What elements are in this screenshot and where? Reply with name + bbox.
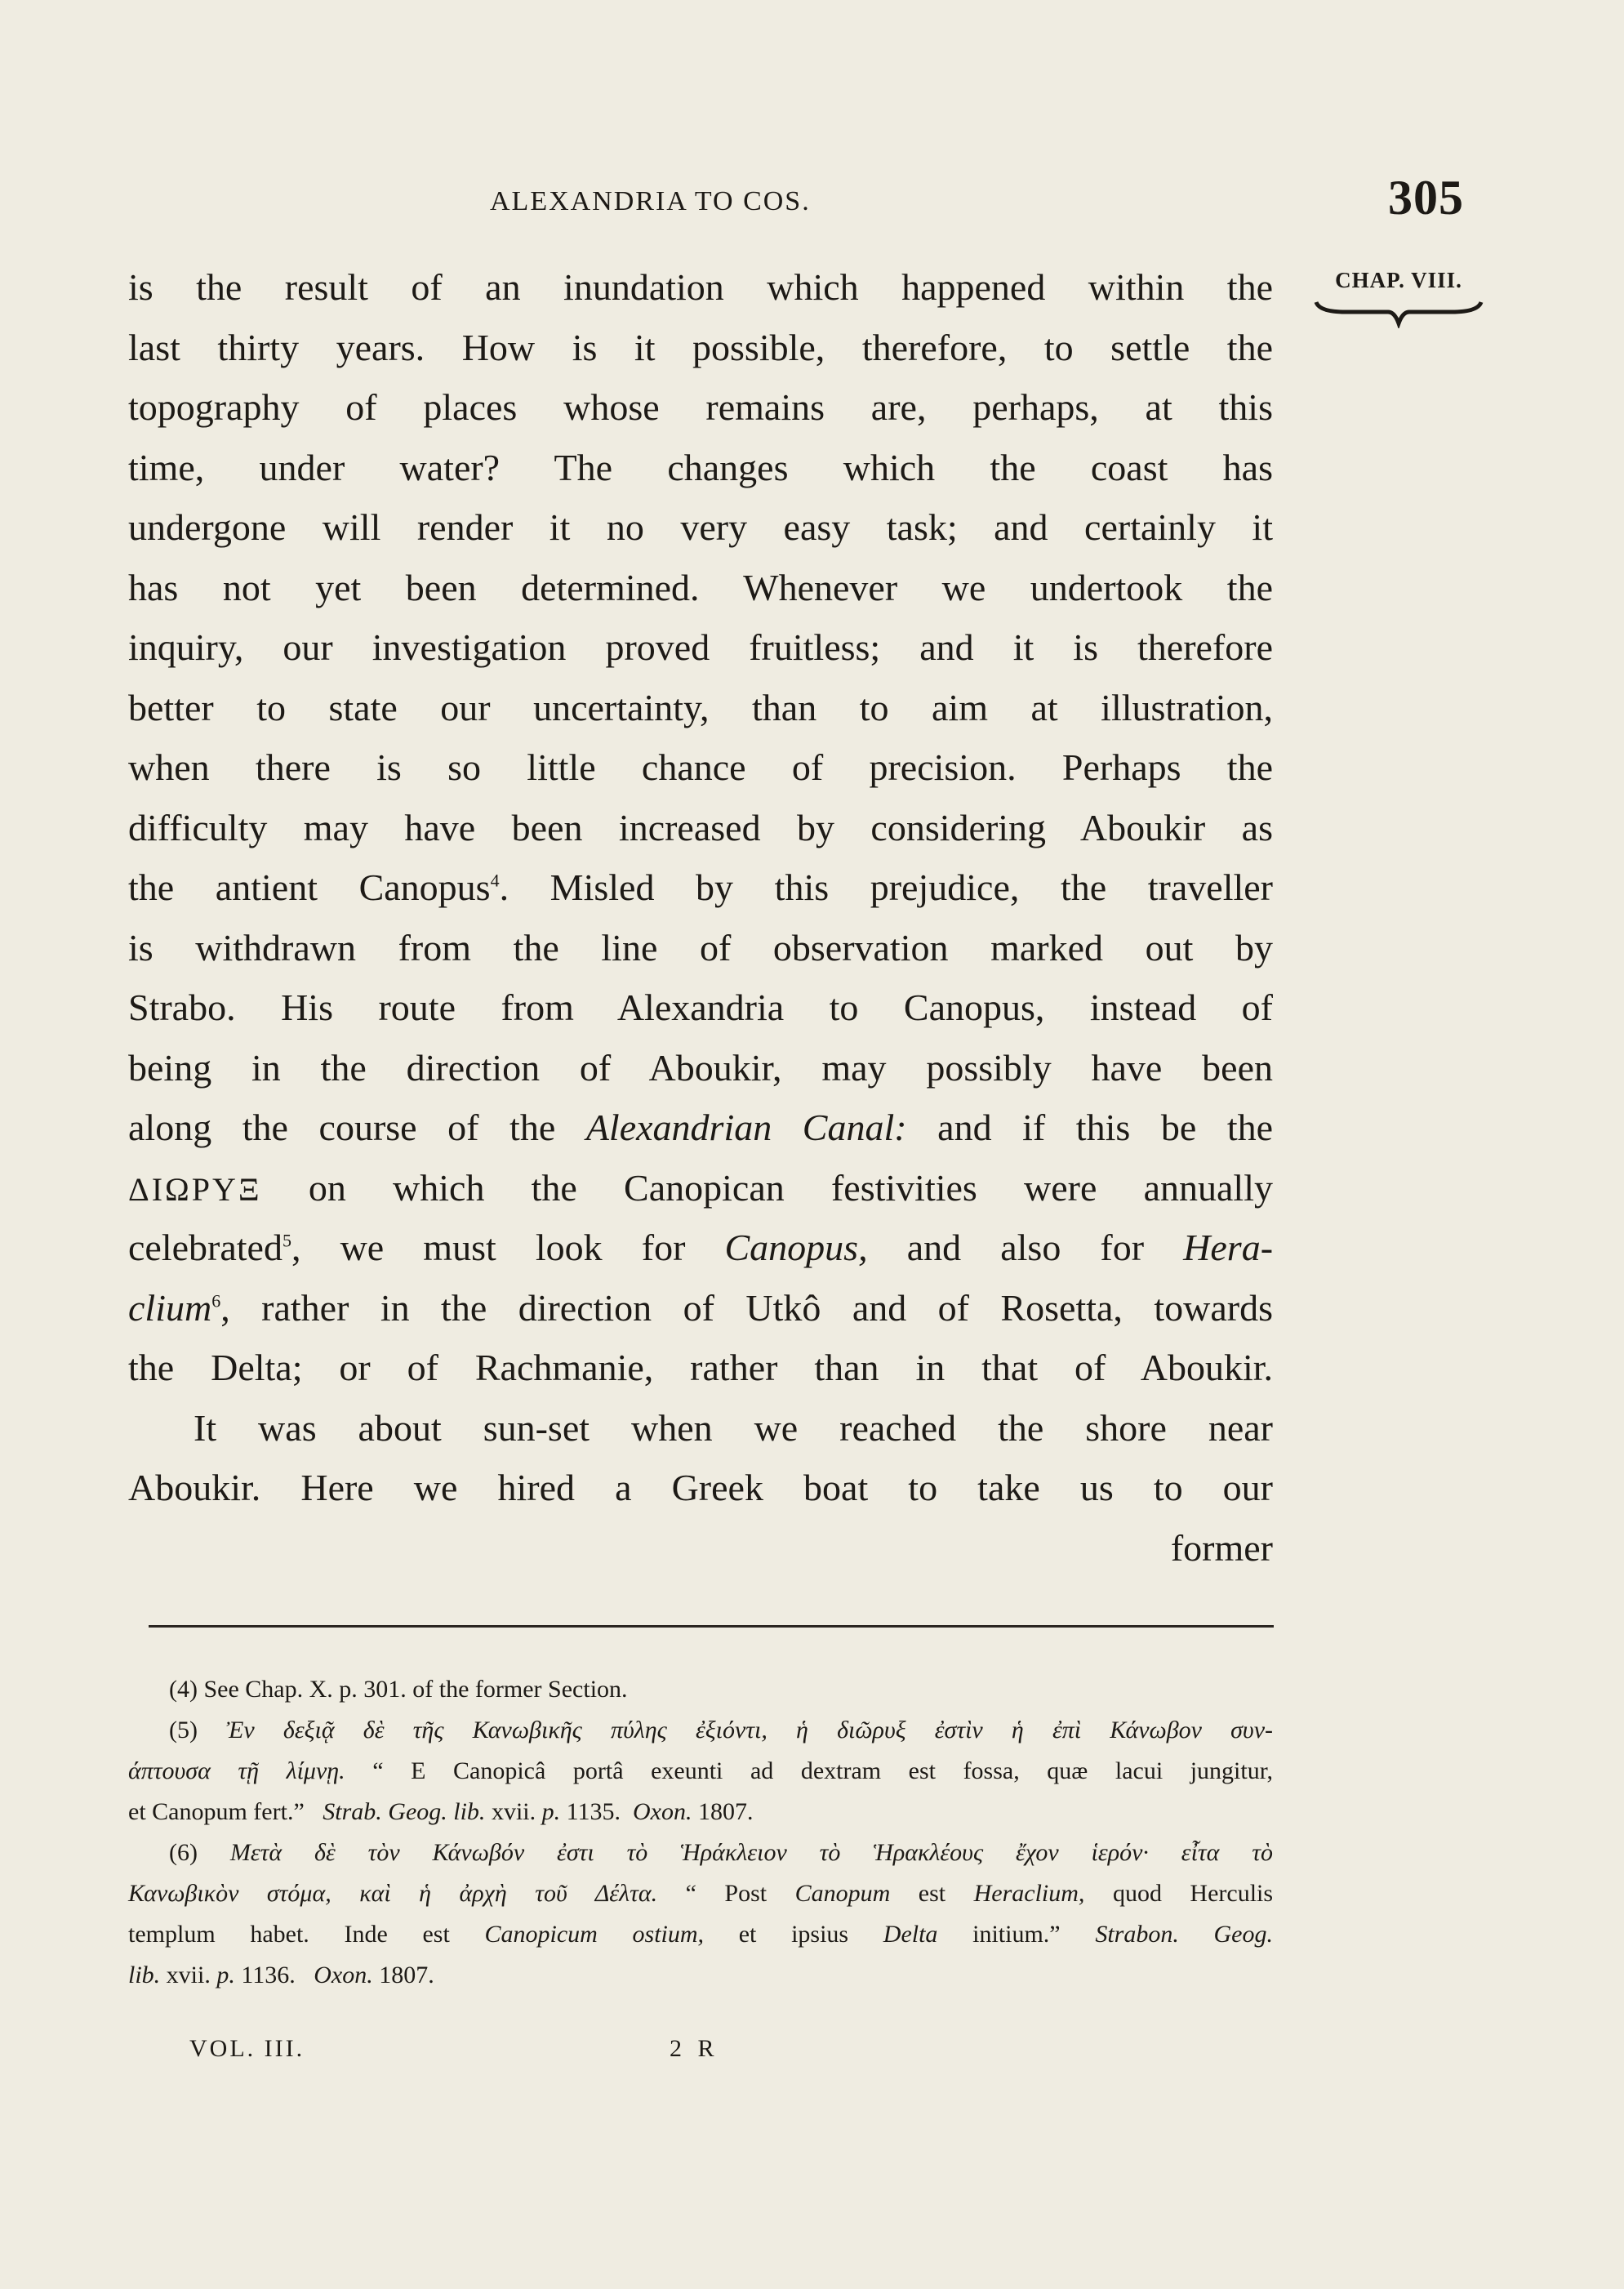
footnote-label: (6) xyxy=(169,1839,198,1866)
text-line xyxy=(128,1098,1273,1158)
text-line: undergone will render it no very easy task; and certainly it xyxy=(128,506,1273,548)
text-span: . Misled by this prejudice, the traveller xyxy=(499,866,1273,908)
citation: p. xyxy=(541,1798,561,1825)
italic-term: Alexandrian Canal: xyxy=(585,1107,907,1148)
italic-term: Canopicum ostium, xyxy=(484,1921,705,1948)
text-span: xvii. xyxy=(491,1798,536,1825)
catchword: former xyxy=(1170,1526,1273,1569)
footnote-rule xyxy=(149,1625,1274,1628)
footnote-line xyxy=(128,1751,1273,1792)
footnote-line xyxy=(128,1792,1273,1833)
footnote-label: (5) xyxy=(169,1717,198,1743)
footnotes xyxy=(128,1669,1273,1996)
greek-quote: άπτουσα τῇ λίμνῃ. xyxy=(128,1757,345,1784)
citation: lib. xyxy=(128,1962,161,1988)
text-line: being in the direction of Aboukir, may possibly have been xyxy=(128,1046,1273,1089)
italic-term: Delta xyxy=(883,1921,938,1948)
citation: Strab. Geog. lib. xyxy=(323,1798,486,1825)
footnote-5 xyxy=(128,1710,1273,1751)
text-line: last thirty years. How is it possible, therefore, to settle the xyxy=(128,326,1273,368)
italic-term: Heraclium, xyxy=(973,1880,1085,1907)
citation: Oxon. xyxy=(314,1962,373,1988)
text-span: et ipsius xyxy=(738,1921,849,1948)
main-text xyxy=(128,257,1273,1578)
text-span: celebrated xyxy=(128,1227,283,1268)
text-line xyxy=(128,1158,1273,1218)
italic-term: Canopum xyxy=(794,1880,891,1907)
chapter-marginal-note: CHAP. VIII. xyxy=(1335,268,1462,292)
text-span: 1807. xyxy=(379,1962,434,1988)
text-span: quod Herculis xyxy=(1112,1880,1274,1907)
text-line: It was about sun-set when we reached the shore near xyxy=(194,1406,1273,1449)
citation: p. xyxy=(216,1962,235,1988)
text-span: and also for xyxy=(906,1227,1145,1268)
footnote-line xyxy=(128,1914,1273,1955)
brace-ornament xyxy=(1313,296,1484,328)
text-line: is the result of an inundation which happened within the xyxy=(128,266,1273,308)
greek-quote: Κανωβικὸν στόμα, καὶ ἡ ἀρχὴ τοῦ Δέλτα. xyxy=(128,1880,658,1907)
greek-quote: Μετὰ δὲ τὸν Κάνωβόν ἐστι τὸ Ἡράκλειον τὸ Ἡρακλέους ἔχον ἱερόν· εἶτα τὸ xyxy=(229,1839,1273,1866)
text-span: “ E Canopicâ portâ exeunti ad dextram est fossa, quæ lacui jungitur, xyxy=(372,1757,1274,1784)
text-span: xvii. xyxy=(166,1962,211,1988)
text-line: has not yet been determined. Whenever we undertook the xyxy=(128,566,1273,608)
running-head: ALEXANDRIA TO COS. xyxy=(490,186,811,216)
signature-mark: 2 R xyxy=(670,2035,719,2062)
footnote-6 xyxy=(128,1833,1273,1873)
greek-quote: Ἐν δεξιᾷ δὲ τῆς Κανωβικῆς πύλης ἐξιόντι, ἡ διῶρυξ ἐστὶν ἡ ἐπὶ Κάνωβον συν- xyxy=(226,1717,1273,1743)
greek-term: ΔΙΩΡΥΞ xyxy=(128,1170,262,1208)
text-line xyxy=(128,857,1273,918)
page-number: 305 xyxy=(1388,171,1464,225)
text-span: et Canopum fert.” xyxy=(128,1798,305,1825)
italic-term: Canopus, xyxy=(724,1227,868,1268)
text-span: 1136. xyxy=(241,1962,296,1988)
text-span: “ Post xyxy=(685,1880,768,1907)
text-span: est xyxy=(918,1880,946,1907)
text-span: 1807. xyxy=(697,1798,754,1825)
footnote-line xyxy=(128,1955,1273,1996)
text-line: Strabo. His route from Alexandria to Canopus, instead of xyxy=(128,986,1273,1028)
citation: Strabon. Geog. xyxy=(1095,1921,1273,1948)
text-line: inquiry, our investigation proved fruitless; and it is therefore xyxy=(128,626,1273,668)
footnote-ref-5[interactable]: 5 xyxy=(282,1230,291,1251)
italic-term: clium xyxy=(128,1286,212,1329)
volume-signature: VOL. III. xyxy=(189,2035,305,2062)
italic-term: Hera- xyxy=(1183,1227,1274,1268)
text-span: templum habet. Inde est xyxy=(128,1921,450,1948)
text-line: is withdrawn from the line of observation marked out by xyxy=(128,926,1273,969)
text-span: , rather in the direction of Utkô and of Rosetta, towards xyxy=(220,1286,1273,1329)
text-span: initium.” xyxy=(972,1921,1061,1948)
text-line xyxy=(128,1278,1273,1338)
text-line: when there is so little chance of precision. Perhaps the xyxy=(128,746,1273,788)
footnote-4: (4) See Chap. X. p. 301. of the former Section. xyxy=(169,1676,628,1703)
text-span: the antient Canopus xyxy=(128,866,491,908)
footnote-line xyxy=(128,1873,1273,1914)
text-line: topography of places whose remains are, perhaps, at this xyxy=(128,386,1273,428)
text-span: on which the Canopican festivities were annually xyxy=(308,1166,1273,1209)
text-span: and if this be the xyxy=(937,1107,1274,1148)
text-span: along the course of the xyxy=(128,1107,556,1148)
text-span: , we must look for xyxy=(291,1227,686,1268)
footnote-ref-4[interactable]: 4 xyxy=(490,870,500,891)
text-line: Aboukir. Here we hired a Greek boat to take us to our xyxy=(128,1467,1273,1508)
text-line xyxy=(128,1218,1273,1278)
text-line: better to state our uncertainty, than to aim at illustration, xyxy=(128,686,1273,728)
footnote-ref-6[interactable]: 6 xyxy=(211,1290,221,1311)
text-line: the Delta; or of Rachmanie, rather than in that of Aboukir. xyxy=(128,1347,1273,1388)
text-line: time, under water? The changes which the coast has xyxy=(128,446,1273,488)
text-span: 1135. xyxy=(566,1798,621,1825)
text-line: difficulty may have been increased by considering Aboukir as xyxy=(128,806,1273,848)
citation: Oxon. xyxy=(633,1798,692,1825)
